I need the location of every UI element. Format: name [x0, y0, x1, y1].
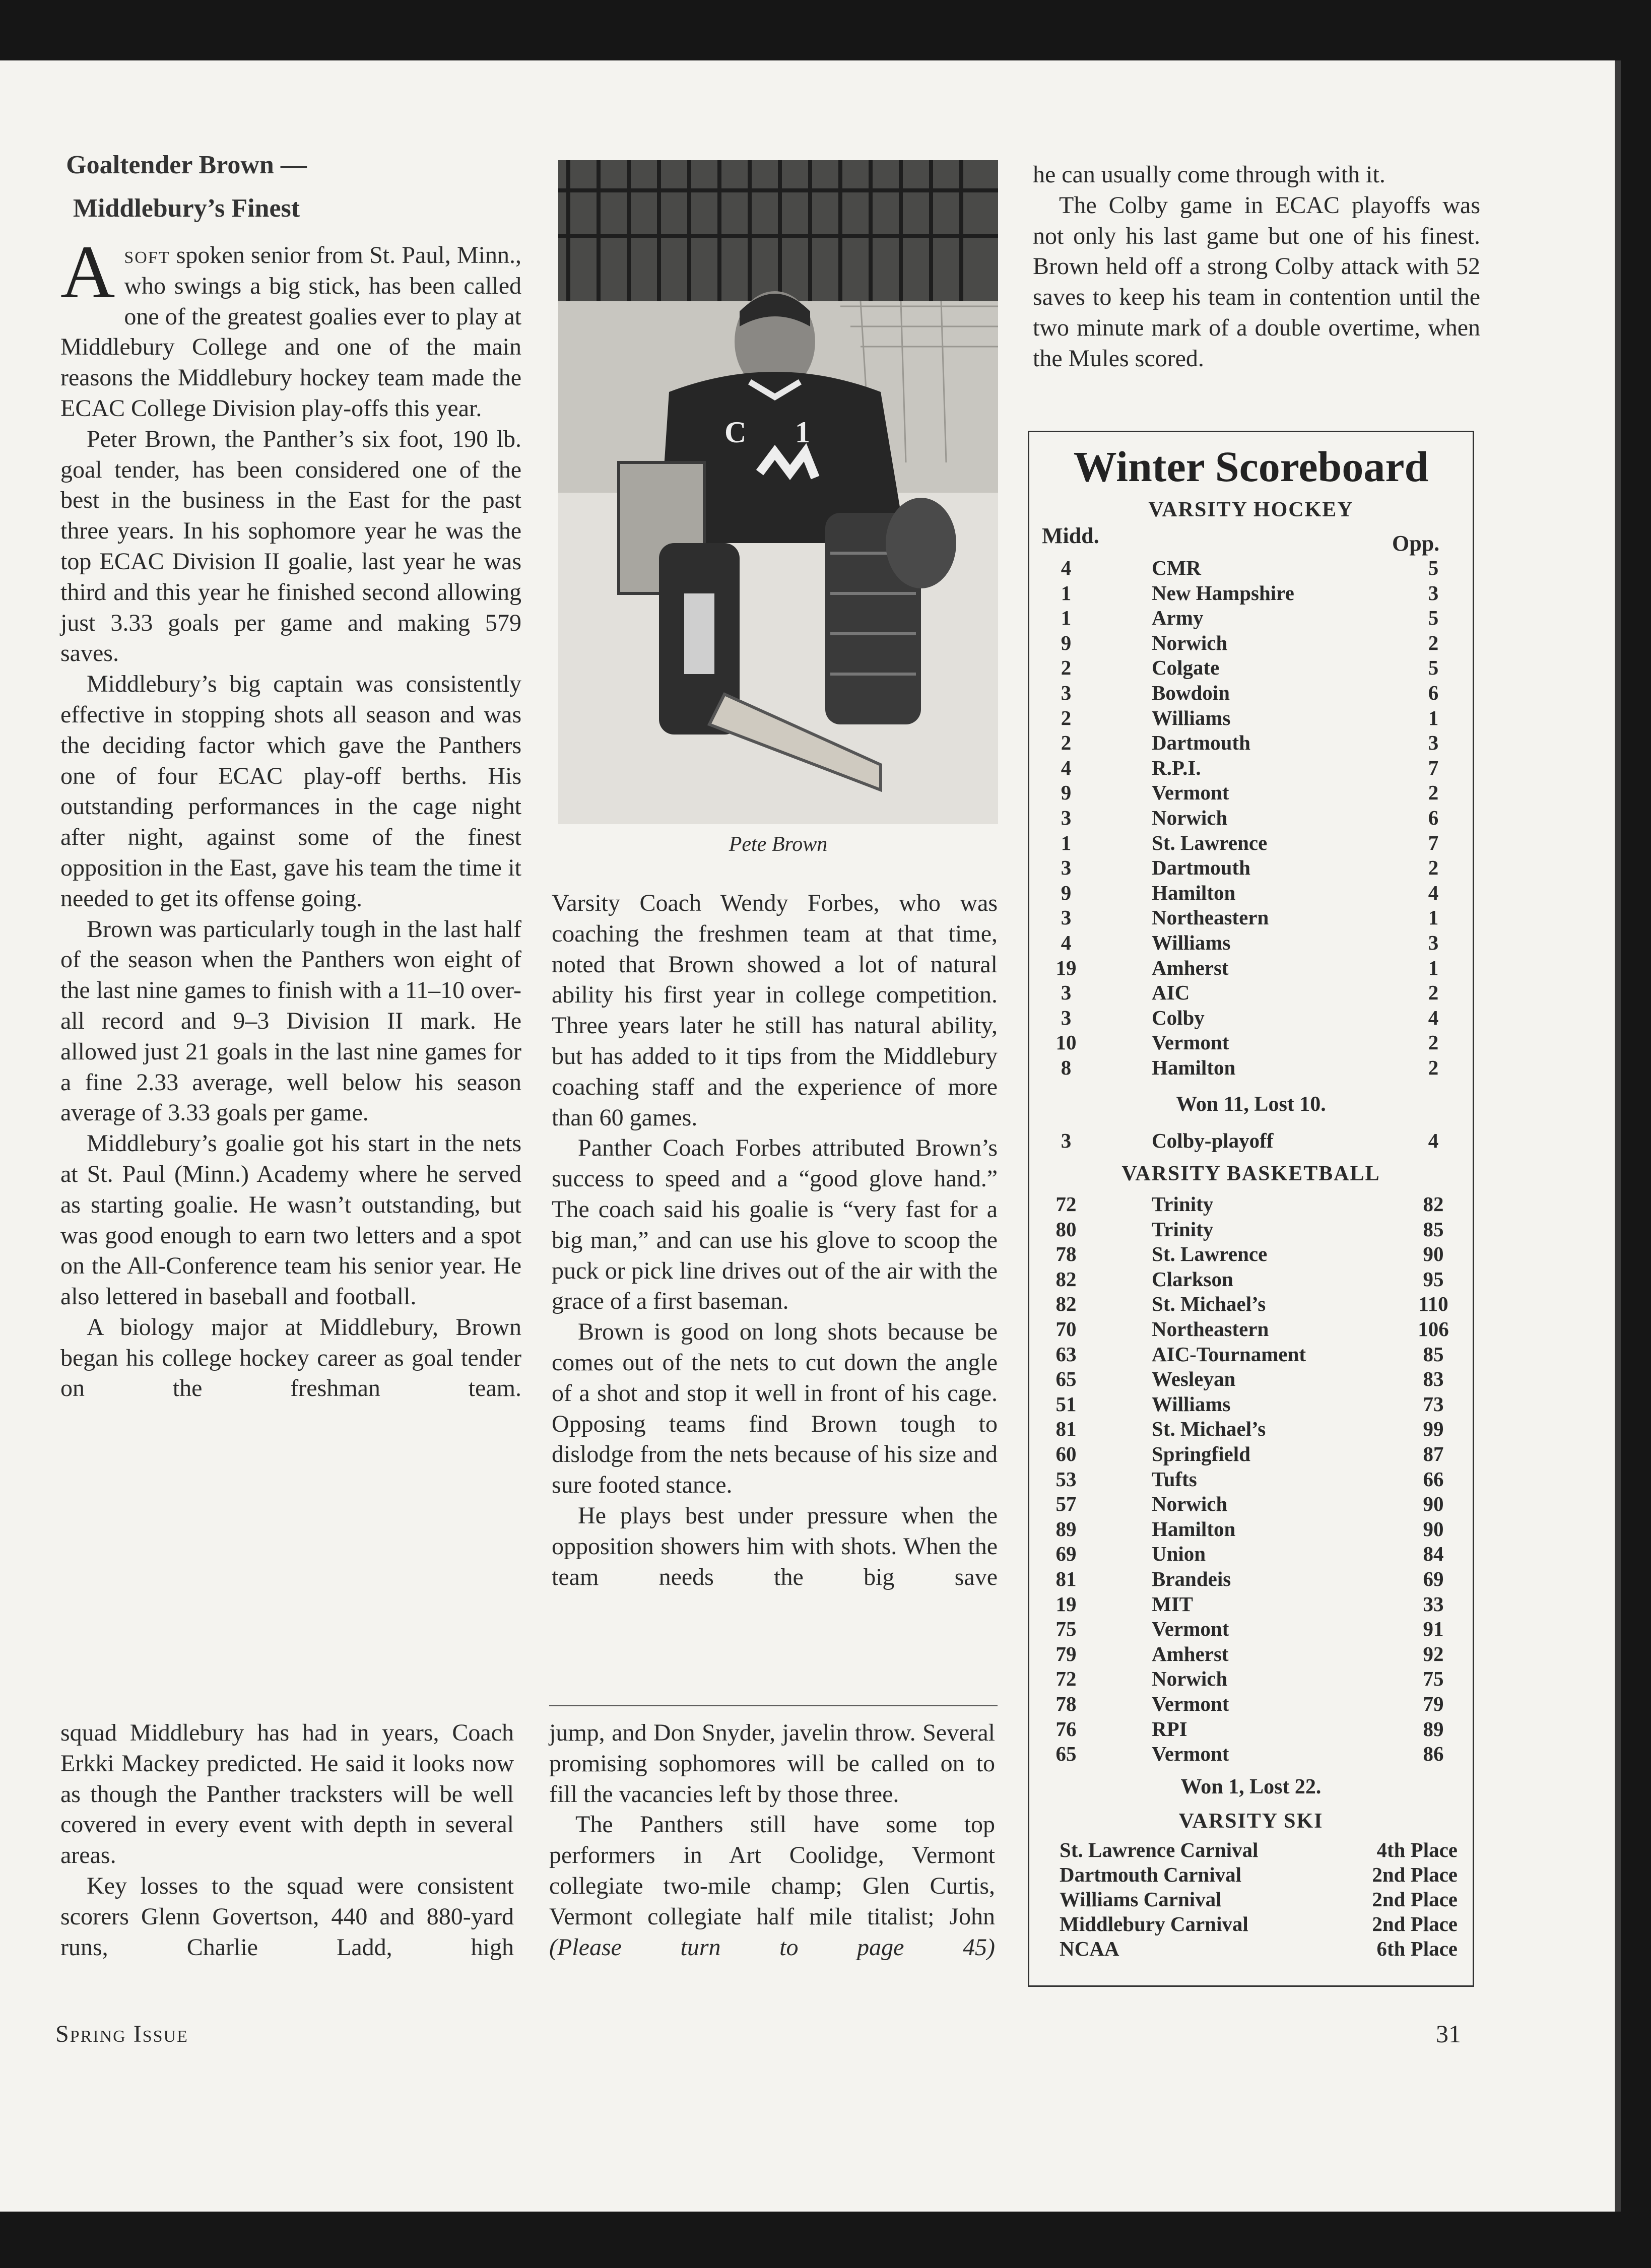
opp-score: 90	[1423, 1492, 1444, 1516]
result-row	[1029, 730, 1473, 755]
basketball-header: VARSITY BASKETBALL	[1121, 1162, 1380, 1185]
result-row	[1029, 831, 1473, 855]
paragraph: The Colby game in ECAC playoffs was not only his last game but one of his finest. Brown held off a strong Colby attack with 52 saves to keep his team in contention until the two minute mark of a double overtime, when the Mules scored.	[1033, 191, 1480, 372]
midd-score: 10	[1055, 1031, 1077, 1054]
opponent: Colby	[1152, 1006, 1205, 1029]
opponent: Norwich	[1152, 806, 1228, 829]
result-row	[1029, 606, 1473, 630]
opp-score: 86	[1423, 1742, 1444, 1766]
midd-score: 69	[1055, 1542, 1077, 1566]
opp-score: 1	[1428, 706, 1439, 729]
midd-score: 4	[1061, 756, 1072, 779]
result-row	[1029, 930, 1473, 955]
lead-word: soft	[124, 242, 170, 269]
opponent: New Hampshire	[1152, 581, 1294, 605]
midd-score: 8	[1061, 1056, 1072, 1079]
opponent: Williams	[1152, 1392, 1231, 1416]
opponent: Williams	[1152, 706, 1231, 729]
opp-score: 89	[1423, 1717, 1444, 1741]
scoreboard-title: Winter Scoreboard	[1073, 442, 1429, 491]
opp-score: 1	[1428, 906, 1439, 929]
midd-score: 2	[1061, 656, 1072, 680]
opp-score: 73	[1423, 1392, 1444, 1416]
ski-place: 2nd Place	[1372, 1888, 1458, 1911]
ski-place: 2nd Place	[1372, 1863, 1458, 1886]
result-row	[1029, 1666, 1473, 1691]
midd-score: 3	[1061, 1006, 1072, 1029]
opponent: St. Lawrence	[1152, 1242, 1268, 1266]
paragraph: jump, and Don Snyder, javelin throw. Several promising sophomores will be called on to fill the vacancies left by those three.	[549, 1719, 995, 1808]
opponent: Colby-playoff	[1152, 1129, 1274, 1152]
opponent: RPI	[1152, 1717, 1187, 1741]
result-row	[1029, 756, 1473, 780]
opp-score: 2	[1428, 781, 1439, 805]
midd-score: 82	[1055, 1267, 1077, 1291]
paragraph: he can usually come through with it.	[1033, 161, 1385, 188]
opponent: Norwich	[1152, 1667, 1228, 1691]
opponent: Dartmouth	[1152, 731, 1250, 755]
ski-place: 4th Place	[1376, 1838, 1458, 1861]
drop-cap: A	[60, 230, 115, 314]
winter-scoreboard	[1028, 431, 1474, 1987]
continued-note: (Please turn to page 45)	[549, 1933, 995, 1961]
opp-score: 2	[1428, 631, 1439, 654]
opp-score: 87	[1423, 1442, 1444, 1465]
ski-place: 2nd Place	[1372, 1912, 1458, 1936]
opponent: Brandeis	[1152, 1567, 1231, 1590]
result-row	[1029, 1567, 1473, 1591]
result-row	[1029, 1192, 1473, 1217]
opp-score: 5	[1428, 656, 1439, 680]
ski-row	[1060, 1912, 1458, 1937]
opponent: Vermont	[1152, 781, 1229, 805]
result-row	[1029, 1692, 1473, 1716]
opponent: St. Michael’s	[1152, 1417, 1266, 1441]
track-article-column-1	[60, 1718, 514, 1963]
result-row	[1029, 881, 1473, 905]
opp-column-header: Opp.	[1392, 531, 1440, 556]
opp-score: 69	[1423, 1567, 1444, 1590]
opp-score: 7	[1428, 756, 1439, 779]
opponent: Amherst	[1152, 1642, 1229, 1665]
opp-score: 4	[1428, 1006, 1439, 1029]
opp-score: 2	[1428, 856, 1439, 880]
ski-event: Dartmouth Carnival	[1060, 1863, 1242, 1886]
midd-score: 3	[1061, 981, 1072, 1005]
paragraph	[549, 1810, 995, 1963]
article-column-3	[1033, 160, 1480, 374]
midd-score: 82	[1055, 1292, 1077, 1316]
opp-score: 85	[1423, 1217, 1444, 1241]
result-row	[1029, 655, 1473, 680]
midd-score: 53	[1055, 1467, 1077, 1491]
opponent: Hamilton	[1152, 1517, 1236, 1541]
issue-footer: Spring Issue	[55, 2021, 188, 2047]
result-row	[1029, 806, 1473, 830]
opp-score: 33	[1423, 1592, 1444, 1616]
paragraph: Key losses to the squad were consistent scorers Glenn Govertson, 440 and 880-yard runs, Charlie Ladd, high	[60, 1872, 514, 1961]
paragraph	[60, 230, 521, 424]
midd-score: 70	[1055, 1317, 1077, 1341]
paragraph: Brown was particularly tough in the last half of the season when the Panthers won eight of the last nine games to finish with a 11–10 over-all record and 9–3 Division II mark. He allowed just 21 goals in the last nine games for a fine 2.33 average, well below his season average of 3.33 goals per game.	[60, 915, 521, 1126]
opp-score: 92	[1423, 1642, 1444, 1665]
paragraph: Middlebury’s goalie got his start in the nets at St. Paul (Minn.) Academy where he served as starting goalie. He wasn’t outstanding, but was good enough to earn two letters and a spot on the All-Conference team his senior year. He also lettered in baseball and football.	[60, 1130, 521, 1310]
opponent: Amherst	[1152, 956, 1229, 979]
result-row	[1029, 1317, 1473, 1342]
result-row	[1029, 1642, 1473, 1666]
midd-score: 78	[1055, 1692, 1077, 1715]
midd-score: 19	[1055, 1592, 1077, 1616]
midd-score: 81	[1055, 1567, 1077, 1590]
article-column-2	[552, 888, 998, 1592]
result-row	[1029, 1342, 1473, 1367]
result-row	[1029, 855, 1473, 880]
opp-score: 4	[1428, 881, 1439, 904]
opponent: Colgate	[1152, 656, 1220, 680]
basketball-record: Won 1, Lost 22.	[1180, 1775, 1322, 1798]
opp-score: 79	[1423, 1692, 1444, 1715]
result-row	[1029, 1592, 1473, 1617]
svg-text:C: C	[724, 416, 747, 449]
result-row	[1029, 1742, 1473, 1766]
ski-event: NCAA	[1060, 1937, 1119, 1960]
opponent: Northeastern	[1152, 1317, 1269, 1341]
headline-line-1: Goaltender Brown —	[66, 151, 307, 179]
result-row	[1029, 1542, 1473, 1566]
paragraph: Peter Brown, the Panther’s six foot, 190 lb. goal tender, has been considered one of the best in the business in the East for the past three years. In his sophomore year he was the top ECAC Division II goalie, last year he was third and this year he finished second allowing just 3.33 goals per game and making 579 saves.	[60, 425, 521, 667]
ski-event: Williams Carnival	[1060, 1888, 1222, 1911]
photo-caption: Pete Brown	[729, 833, 828, 856]
opp-score: 2	[1428, 981, 1439, 1005]
midd-score: 9	[1061, 781, 1072, 805]
midd-score: 4	[1061, 931, 1072, 954]
opponent: Trinity	[1152, 1217, 1214, 1241]
opponent: Army	[1152, 606, 1204, 630]
article-column-1	[60, 230, 521, 1404]
midd-score: 80	[1055, 1217, 1077, 1241]
opponent: Tufts	[1152, 1467, 1197, 1491]
paragraph: Varsity Coach Wendy Forbes, who was coaching the freshmen team at that time, noted that Brown showed a lot of natural ability his first year in college competition. Three years later he still has natural ability, but has added to it tips from the Middlebury coaching staff and the experience of more than 60 games.	[552, 890, 998, 1131]
midd-score: 79	[1055, 1642, 1077, 1665]
midd-score: 9	[1061, 881, 1072, 904]
result-row	[1029, 1417, 1473, 1441]
binding-edge	[1615, 60, 1621, 2212]
opp-score: 2	[1428, 1056, 1439, 1079]
opponent: St. Lawrence	[1152, 831, 1268, 854]
opp-score: 83	[1423, 1367, 1444, 1391]
result-row	[1029, 1392, 1473, 1417]
opponent: Hamilton	[1152, 1056, 1236, 1079]
result-row	[1029, 1006, 1473, 1030]
opponent: Norwich	[1152, 631, 1228, 654]
opponent: R.P.I.	[1152, 756, 1201, 779]
midd-score: 4	[1061, 556, 1072, 579]
opp-score: 90	[1423, 1242, 1444, 1266]
ski-event: St. Lawrence Carnival	[1060, 1838, 1259, 1861]
midd-score: 76	[1055, 1717, 1077, 1741]
result-row	[1029, 1217, 1473, 1242]
hockey-header: VARSITY HOCKEY	[1148, 498, 1354, 521]
opp-score: 110	[1418, 1292, 1448, 1316]
result-row	[1029, 1242, 1473, 1266]
ski-row	[1060, 1838, 1458, 1862]
opp-score: 90	[1423, 1517, 1444, 1541]
midd-score: 63	[1055, 1342, 1077, 1366]
opponent: Williams	[1152, 931, 1231, 954]
midd-score: 60	[1055, 1442, 1077, 1465]
paragraph: A biology major at Middlebury, Brown began his college hockey career as goal tender on the freshman team.	[60, 1313, 521, 1402]
article-headline	[60, 144, 312, 230]
result-row	[1029, 631, 1473, 655]
paragraph: He plays best under pressure when the opposition showers him with shots. When the team needs the big save	[552, 1502, 998, 1590]
result-row	[1029, 1517, 1473, 1542]
opponent: Vermont	[1152, 1617, 1229, 1641]
midd-score: 72	[1055, 1667, 1077, 1691]
midd-score: 3	[1061, 856, 1072, 880]
opp-score: 5	[1428, 556, 1439, 579]
opp-score: 66	[1423, 1467, 1444, 1491]
paragraph: Panther Coach Forbes attributed Brown’s success to speed and a “good glove hand.” The coach said his goalie is “very fast for a big man,” and can use his glove to scoop the puck or pick line drives out of the air with the grace of a first baseman.	[552, 1135, 998, 1315]
opponent: Springfield	[1152, 1442, 1250, 1465]
result-row	[1029, 1617, 1473, 1641]
opponent: Union	[1152, 1542, 1206, 1566]
opp-score: 3	[1428, 731, 1439, 755]
opponent: MIT	[1152, 1592, 1193, 1616]
opponent: Vermont	[1152, 1742, 1229, 1766]
opp-score: 75	[1423, 1667, 1444, 1691]
result-row	[1029, 556, 1473, 580]
opp-score: 3	[1428, 931, 1439, 954]
opponent: AIC	[1152, 981, 1190, 1005]
opp-score: 1	[1428, 956, 1439, 979]
result-row	[1029, 1492, 1473, 1516]
opponent: St. Michael’s	[1152, 1292, 1266, 1316]
opp-score: 82	[1423, 1192, 1444, 1216]
opponent: Vermont	[1152, 1692, 1229, 1715]
result-row	[1029, 681, 1473, 705]
result-row	[1029, 980, 1473, 1005]
result-row	[1029, 581, 1473, 606]
opponent: Dartmouth	[1152, 856, 1250, 880]
ski-row	[1060, 1862, 1458, 1887]
opp-score: 99	[1423, 1417, 1444, 1441]
result-row	[1029, 1267, 1473, 1292]
opponent: Hamilton	[1152, 881, 1236, 904]
opp-score: 2	[1428, 1031, 1439, 1054]
midd-score: 3	[1061, 681, 1072, 704]
midd-score: 2	[1061, 706, 1072, 729]
opponent: AIC-Tournament	[1152, 1342, 1306, 1366]
ski-row	[1060, 1937, 1458, 1961]
midd-score: 65	[1055, 1367, 1077, 1391]
midd-score: 72	[1055, 1192, 1077, 1216]
midd-score: 51	[1055, 1392, 1077, 1416]
opp-score: 95	[1423, 1267, 1444, 1291]
result-row	[1029, 1367, 1473, 1391]
midd-score: 78	[1055, 1242, 1077, 1266]
result-row	[1029, 956, 1473, 980]
opponent: Bowdoin	[1152, 681, 1230, 704]
ski-header: VARSITY SKI	[1178, 1810, 1324, 1833]
opp-score: 5	[1428, 606, 1439, 630]
opponent: Norwich	[1152, 1492, 1228, 1516]
midd-score: 3	[1061, 1129, 1072, 1152]
midd-column-header: Midd.	[1042, 523, 1099, 548]
opp-score: 4	[1428, 1129, 1439, 1152]
midd-score: 57	[1055, 1492, 1077, 1516]
result-row	[1029, 780, 1473, 805]
opp-score: 7	[1428, 831, 1439, 854]
midd-score: 1	[1061, 606, 1072, 630]
goalie-photo	[558, 160, 998, 824]
opponent: Clarkson	[1152, 1267, 1233, 1291]
midd-score: 1	[1061, 831, 1072, 854]
result-row	[1029, 706, 1473, 730]
opp-score: 106	[1418, 1317, 1449, 1341]
opp-score: 91	[1423, 1617, 1444, 1641]
opp-score: 84	[1423, 1542, 1444, 1566]
opponent: Trinity	[1152, 1192, 1214, 1216]
track-article-column-2	[549, 1718, 995, 1963]
opponent: Vermont	[1152, 1031, 1229, 1054]
midd-score: 2	[1061, 731, 1072, 755]
opp-score: 85	[1423, 1342, 1444, 1366]
midd-score: 3	[1061, 806, 1072, 829]
paragraph-text: The Panthers still have some top performers in Art Coolidge, Vermont collegiate two-mile champ; Glen Curtis, Vermont collegiate half mile titalist; John	[549, 1811, 995, 1930]
midd-score: 19	[1055, 956, 1077, 979]
ski-row	[1060, 1887, 1458, 1912]
ski-place: 6th Place	[1376, 1937, 1458, 1960]
page-number: 31	[1436, 2020, 1461, 2048]
midd-score: 3	[1061, 906, 1072, 929]
paragraph-text: spoken senior from St. Paul, Minn., who swings a big stick, has been called one of the greatest goalies ever to play at Middlebury College and one of the main reasons the Middlebury hockey team made the ECAC College Division play-offs this year.	[60, 242, 521, 422]
result-row	[1029, 1292, 1473, 1316]
opp-score: 6	[1428, 806, 1439, 829]
midd-score: 65	[1055, 1742, 1077, 1766]
midd-score: 81	[1055, 1417, 1077, 1441]
opponent: CMR	[1152, 556, 1201, 579]
hockey-record: Won 11, Lost 10.	[1176, 1093, 1326, 1116]
hockey-playoff-row	[1029, 1128, 1473, 1153]
section-divider	[549, 1705, 998, 1706]
result-row	[1029, 1442, 1473, 1466]
opponent: Wesleyan	[1152, 1367, 1236, 1391]
midd-score: 75	[1055, 1617, 1077, 1641]
midd-score: 89	[1055, 1517, 1077, 1541]
midd-score: 1	[1061, 581, 1072, 605]
result-row	[1029, 1030, 1473, 1055]
ski-event: Middlebury Carnival	[1060, 1912, 1248, 1936]
opp-score: 3	[1428, 581, 1439, 605]
midd-score: 9	[1061, 631, 1072, 654]
headline-line-2: Middlebury’s Finest	[73, 194, 300, 223]
result-row	[1029, 1467, 1473, 1492]
opp-score: 6	[1428, 681, 1439, 704]
opponent: Northeastern	[1152, 906, 1269, 929]
result-row	[1029, 1717, 1473, 1742]
paragraph: Middlebury’s big captain was consistently effective in stopping shots all season and was the deciding factor which gave the Panthers one of four ECAC play-off berths. His outstanding performances in the cage night after night, against some of the finest opposition in the East, gave his team the time it needed to get its offense going.	[60, 671, 521, 912]
paragraph: squad Middlebury has had in years, Coach Erkki Mackey predicted. He said it looks now as though the Panther tracksters will be well covered in every event with depth in several areas.	[60, 1719, 514, 1869]
result-row	[1029, 1055, 1473, 1080]
svg-text:1: 1	[795, 416, 810, 449]
paragraph: Brown is good on long shots because be comes out of the nets to cut down the angle of a shot and stop it well in front of his cage. Opposing teams find Brown tough to dislodge from the nets because of his size and sure footed stance.	[552, 1318, 998, 1499]
result-row	[1029, 905, 1473, 930]
